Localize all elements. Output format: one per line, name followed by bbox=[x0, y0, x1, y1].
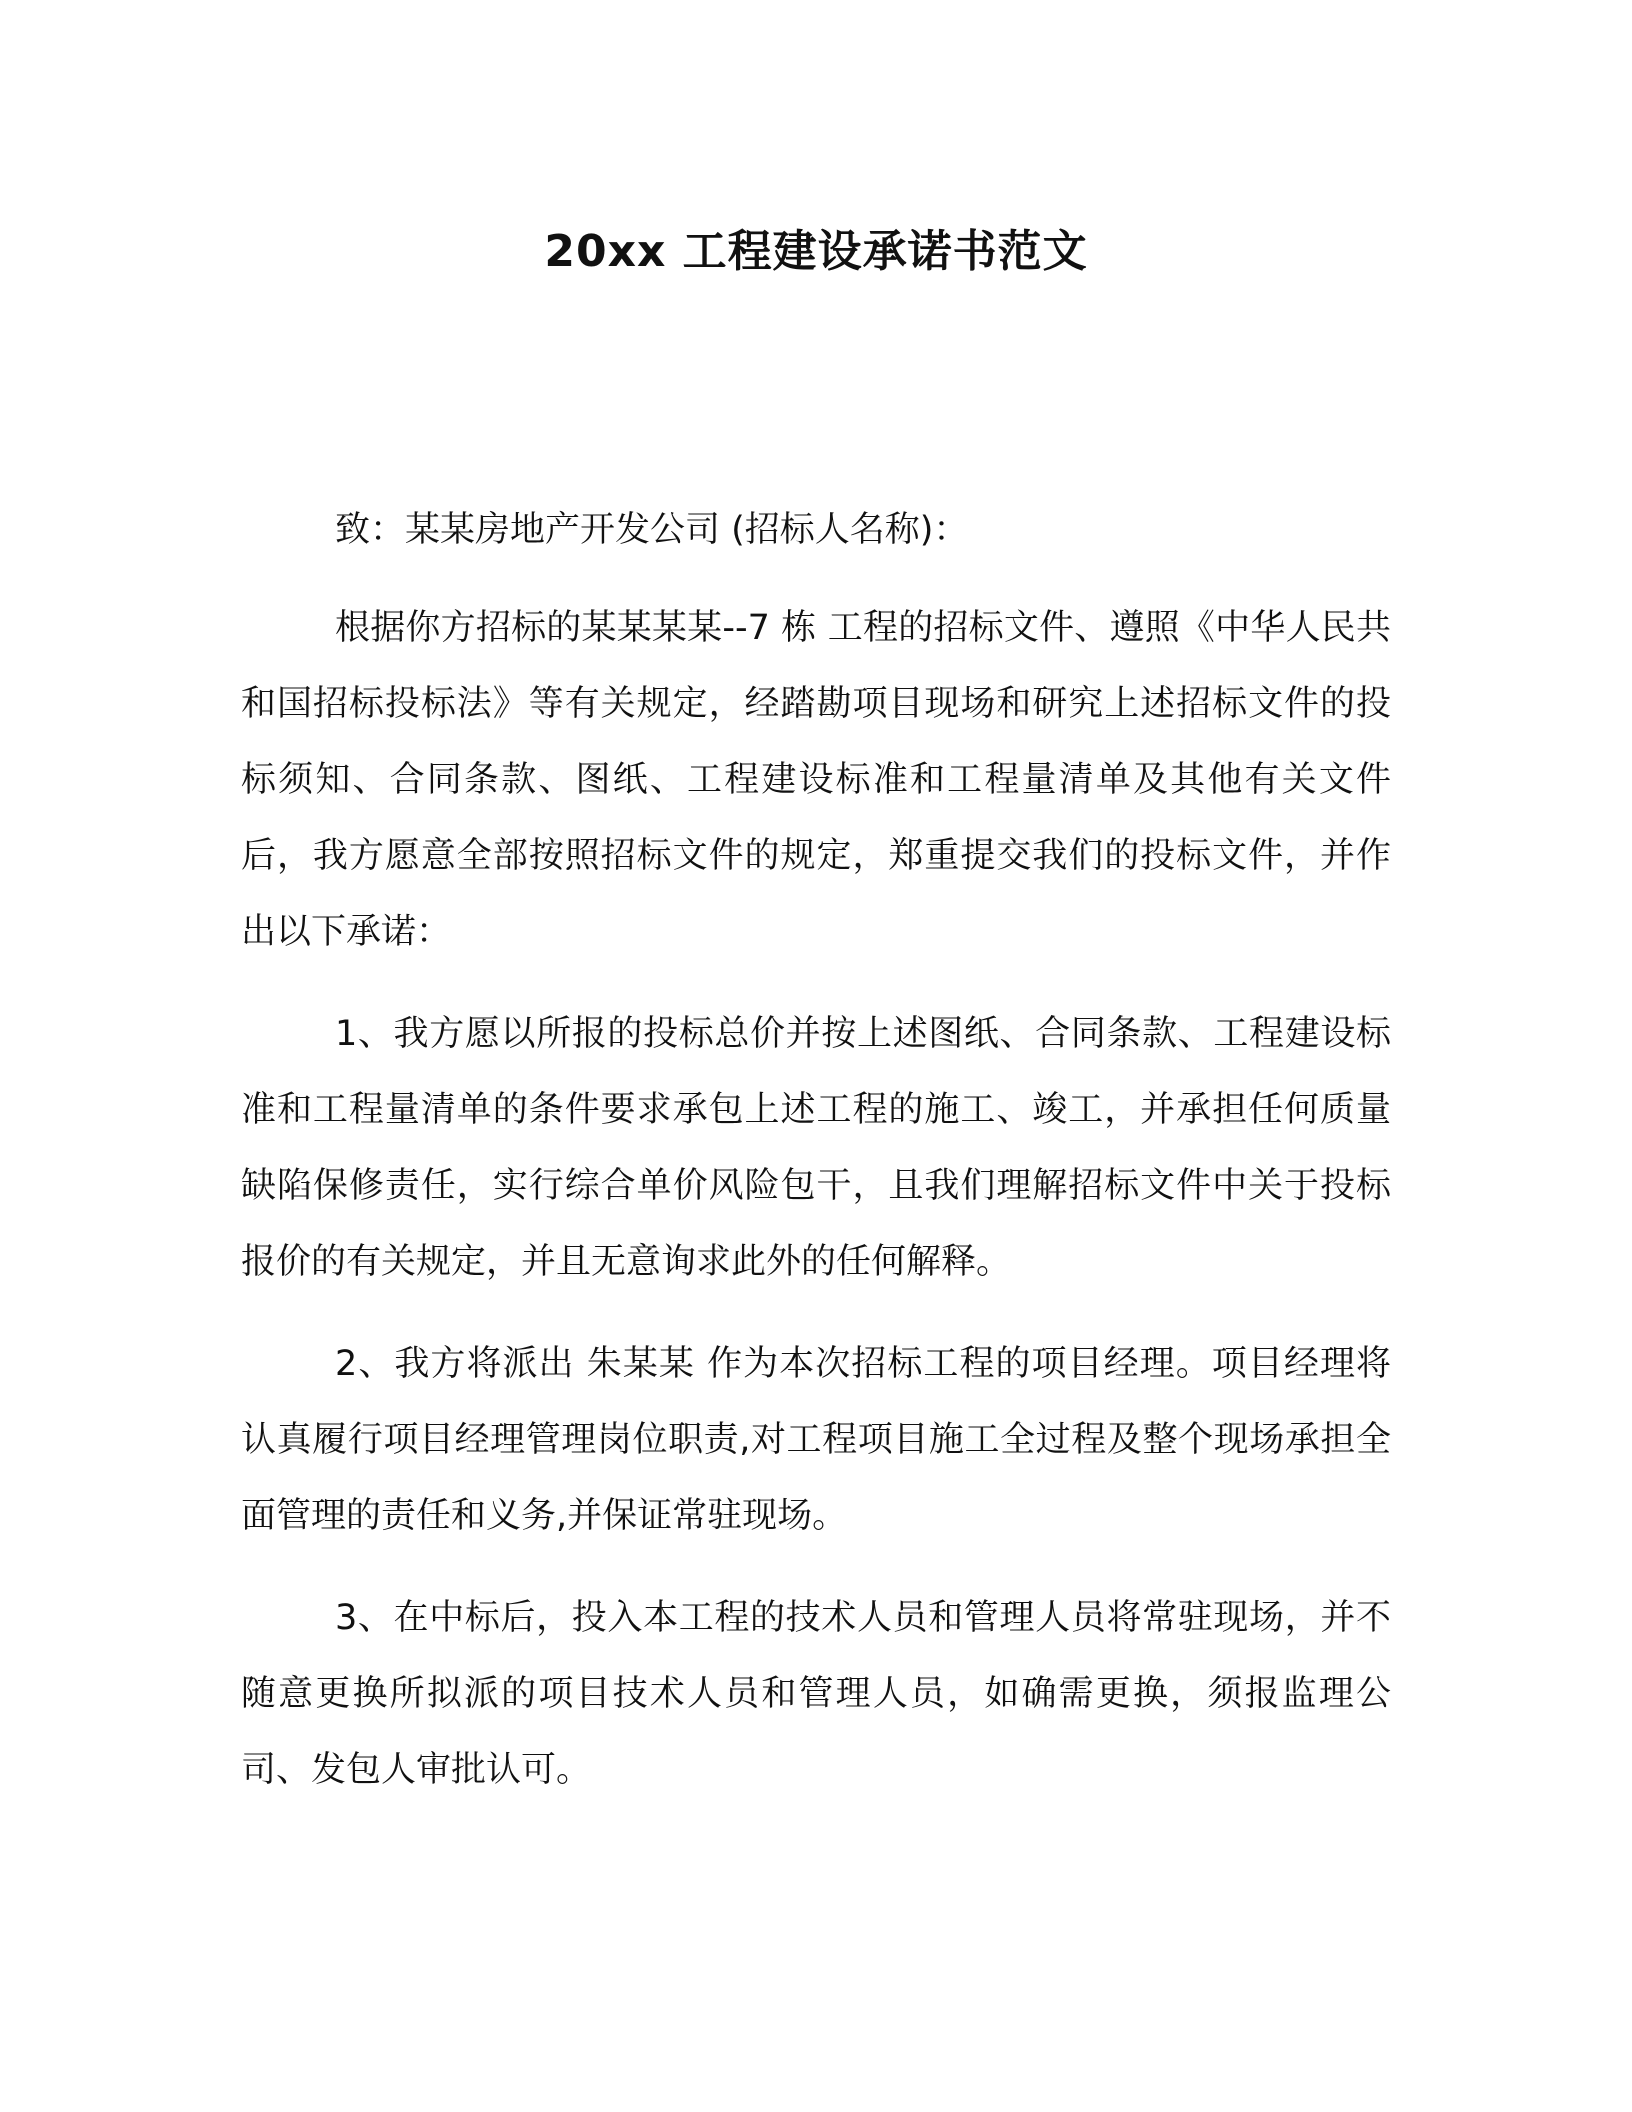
salutation-line: 致：某某房地产开发公司 (招标人名称)： bbox=[335, 510, 969, 550]
paragraph-commitment-3: 3、在中标后，投入本工程的技术人员和管理人员将常驻现场，并不随意更换所拟派的项目技术人员和管理人员，如确需更换，须报监理公司、发包人审批认可。 bbox=[241, 1598, 1391, 1790]
paragraph-commitment-2: 2、我方将派出 朱某某 作为本次招标工程的项目经理。项目经理将认真履行项目经理管理岗位职责,对工程项目施工全过程及整个现场承担全面管理的责任和义务,并保证常驻现场。 bbox=[241, 1344, 1391, 1536]
paragraph-intro: 根据你方招标的某某某某--7 栋 工程的招标文件、遵照《中华人民共和国招标投标法》等有关规定，经踏勘项目现场和研究上述招标文件的投标须知、合同条款、图纸、工程建设标准和工程量清单及其他有关文件后，我方愿意全部按照招标文件的规定，郑重提交我们的投标文件，并作出以下承诺： bbox=[241, 608, 1391, 952]
document-body bbox=[241, 492, 1391, 1808]
document-title: 20xx 工程建设承诺书范文 bbox=[544, 226, 1088, 277]
paragraph-commitment-1: 1、我方愿以所报的投标总价并按上述图纸、合同条款、工程建设标准和工程量清单的条件要求承包上述工程的施工、竣工，并承担任何质量缺陷保修责任，实行综合单价风险包干，且我们理解招标文件中关于投标报价的有关规定，并且无意询求此外的任何解释。 bbox=[241, 1014, 1391, 1282]
